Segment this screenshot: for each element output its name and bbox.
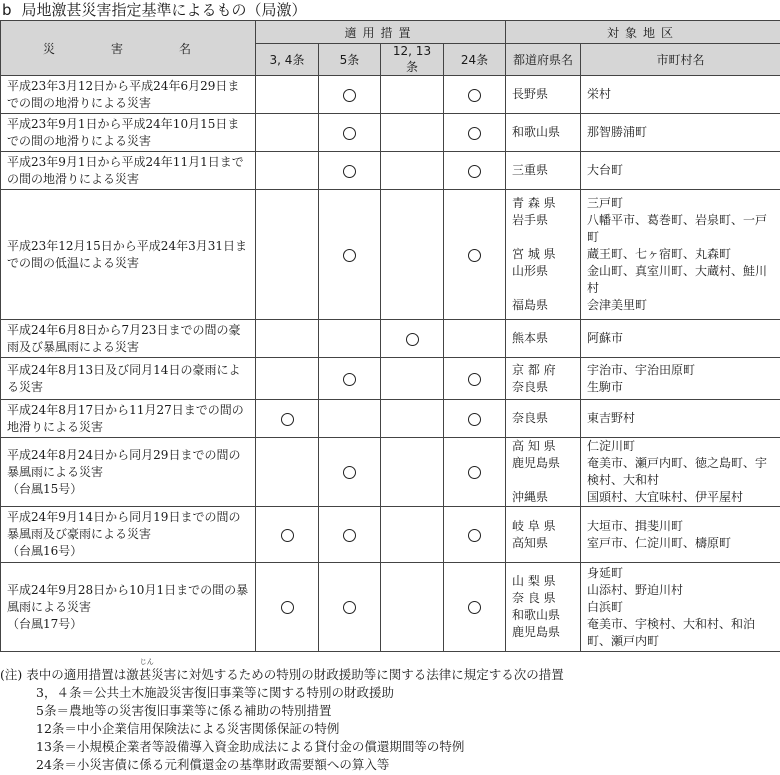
table-row xyxy=(1,320,780,358)
applied-circle-icon xyxy=(343,127,356,140)
municipality-cell: 仁淀川町 奄美市、瀬戸内町、徳之島町、宇検村、大和村 国頭村、大宜味村、伊平屋村 xyxy=(581,438,780,507)
measure-cell xyxy=(256,152,319,190)
applied-circle-icon xyxy=(343,466,356,479)
measure-col-header: 12, 13条 xyxy=(381,44,444,76)
note-items xyxy=(0,684,780,774)
applied-circle-icon xyxy=(468,249,481,262)
measure-cell xyxy=(444,152,506,190)
municipality-cell: 三戸町 八幡平市、葛巻町、岩泉町、一戸町 蔵王町、七ヶ宿町、丸森町 金山町、真室川町、大蔵村、鮭川村 会津美里町 xyxy=(581,190,780,320)
municipality-cell: 阿蘇市 xyxy=(581,320,780,358)
measure-cell xyxy=(381,114,444,152)
disaster-name-cell: 平成23年3月12日から平成24年6月29日までの間の地滑りによる災害 xyxy=(1,76,256,114)
applied-circle-icon xyxy=(468,165,481,178)
prefecture-cell: 和歌山県 xyxy=(506,114,581,152)
measure-cell xyxy=(444,114,506,152)
measure-cell xyxy=(381,76,444,114)
disaster-name-cell: 平成23年9月1日から平成24年11月1日までの間の地滑りによる災害 xyxy=(1,152,256,190)
table-row xyxy=(1,76,780,114)
disaster-name-cell: 平成24年6月8日から7月23日までの間の豪雨及び暴風雨による災害 xyxy=(1,320,256,358)
measure-cell xyxy=(319,114,381,152)
disaster-name-cell: 平成23年9月1日から平成24年10月15日までの間の地滑りによる災害 xyxy=(1,114,256,152)
applied-circle-icon xyxy=(281,529,294,542)
measure-cell xyxy=(381,320,444,358)
table-row xyxy=(1,114,780,152)
measure-cell xyxy=(444,438,506,507)
applied-circle-icon xyxy=(343,165,356,178)
applied-circle-icon xyxy=(468,373,481,386)
applied-circle-icon xyxy=(406,333,419,346)
applied-circle-icon xyxy=(343,249,356,262)
notes xyxy=(0,658,780,774)
note-item: 3，４条＝公共土木施設災害復旧事業等に関する特別の財政援助 xyxy=(36,685,394,700)
regions-header: 対象地区 xyxy=(506,21,780,44)
municipality-cell: 栄村 xyxy=(581,76,780,114)
applied-circle-icon xyxy=(468,529,481,542)
applied-circle-icon xyxy=(281,601,294,614)
prefecture-cell: 奈良県 xyxy=(506,400,581,438)
prefecture-cell: 青 森 県 岩手県 宮 城 県 山形県 福島県 xyxy=(506,190,581,320)
measure-cell xyxy=(319,438,381,507)
measure-cell xyxy=(444,400,506,438)
applied-circle-icon xyxy=(468,127,481,140)
applied-circle-icon xyxy=(281,413,294,426)
note-item: 12条＝中小企業信用保険法による災害関係保証の特例 xyxy=(36,721,340,736)
prefecture-cell: 山 梨 県 奈 良 県 和歌山県 鹿児島県 xyxy=(506,563,581,652)
applied-circle-icon xyxy=(468,466,481,479)
municipality-cell: 東吉野村 xyxy=(581,400,780,438)
section-title-text: 局地激甚災害指定基準によるもの（局激） xyxy=(21,1,307,19)
section-title xyxy=(2,0,307,20)
table-row xyxy=(1,507,780,563)
municipality-cell: 大垣市、揖斐川町 室戸市、仁淀川町、檮原町 xyxy=(581,507,780,563)
measure-cell xyxy=(256,114,319,152)
measure-cell xyxy=(256,507,319,563)
disaster-name-cell: 平成24年9月28日から10月1日までの間の暴風雨による災害 （台風17号） xyxy=(1,563,256,652)
measures-header: 適用措置 xyxy=(256,21,506,44)
measure-col-header: 5条 xyxy=(319,44,381,76)
measure-cell xyxy=(444,507,506,563)
measure-cell xyxy=(319,400,381,438)
note-item: 24条＝小災害債に係る元利償還金の基準財政需要額への算入等 xyxy=(36,757,390,772)
measure-cell xyxy=(444,190,506,320)
measure-cell xyxy=(381,563,444,652)
measure-cell xyxy=(381,152,444,190)
measure-cell xyxy=(319,507,381,563)
measure-cell xyxy=(256,400,319,438)
table-row xyxy=(1,563,780,652)
ruby-char: じん 甚 xyxy=(138,658,154,682)
measure-cell xyxy=(444,563,506,652)
table-row xyxy=(1,190,780,320)
prefecture-cell: 高 知 県 鹿児島県 沖縄県 xyxy=(506,438,581,507)
measure-cell xyxy=(381,507,444,563)
prefecture-col-header: 都道府県名 xyxy=(506,44,581,76)
measure-cell xyxy=(444,76,506,114)
measure-cell xyxy=(319,320,381,358)
measure-col-header: 24条 xyxy=(444,44,506,76)
disaster-table xyxy=(0,20,780,652)
measure-cell xyxy=(319,358,381,400)
disaster-name-header: 災 害 名 xyxy=(1,21,256,76)
measure-cell xyxy=(256,320,319,358)
disaster-name-cell: 平成24年8月17日から11月27日までの間の地滑りによる災害 xyxy=(1,400,256,438)
municipality-cell: 宇治市、宇治田原町 生駒市 xyxy=(581,358,780,400)
municipality-col-header: 市町村名 xyxy=(581,44,780,76)
municipality-cell: 大台町 xyxy=(581,152,780,190)
disaster-name-cell: 平成23年12月15日から平成24年3月31日までの間の低温による災害 xyxy=(1,190,256,320)
measure-cell xyxy=(256,358,319,400)
measure-cell xyxy=(319,563,381,652)
measure-cell xyxy=(319,76,381,114)
note-lead: (注) xyxy=(0,667,23,682)
measure-cell xyxy=(444,358,506,400)
applied-circle-icon xyxy=(468,601,481,614)
measure-cell xyxy=(319,190,381,320)
applied-circle-icon xyxy=(343,529,356,542)
measure-cell xyxy=(444,320,506,358)
prefecture-cell: 岐 阜 県 高知県 xyxy=(506,507,581,563)
table-row xyxy=(1,358,780,400)
table-row xyxy=(1,400,780,438)
measure-cell xyxy=(256,190,319,320)
measure-cell xyxy=(256,563,319,652)
prefecture-cell: 長野県 xyxy=(506,76,581,114)
table-row xyxy=(1,438,780,507)
disaster-name-cell: 平成24年9月14日から同月19日までの間の暴風雨及び豪雨による災害 （台風16号） xyxy=(1,507,256,563)
table-body xyxy=(1,76,780,652)
measure-col-header: 3, 4条 xyxy=(256,44,319,76)
applied-circle-icon xyxy=(343,373,356,386)
measure-cell xyxy=(381,358,444,400)
table-row xyxy=(1,152,780,190)
measure-cell xyxy=(381,190,444,320)
disaster-name-cell: 平成24年8月24日から同月29日までの間の暴風雨による災害 （台風15号） xyxy=(1,438,256,507)
note-item: 5条＝農地等の災害復旧事業等に係る補助の特別措置 xyxy=(36,703,332,718)
applied-circle-icon xyxy=(343,601,356,614)
municipality-cell: 那智勝浦町 xyxy=(581,114,780,152)
disaster-name-cell: 平成24年8月13日及び同月14日の豪雨による災害 xyxy=(1,358,256,400)
measure-cell xyxy=(381,400,444,438)
applied-circle-icon xyxy=(468,89,481,102)
applied-circle-icon xyxy=(468,413,481,426)
measure-cell xyxy=(319,152,381,190)
measure-cell xyxy=(256,438,319,507)
measure-cell xyxy=(381,438,444,507)
note-item: 13条＝小規模企業者等設備導入資金助成法による貸付金の償還期間等の特例 xyxy=(36,739,465,754)
municipality-cell: 身延町 山添村、野迫川村 白浜町 奄美市、宇検村、大和村、和泊町、瀬戸内町 xyxy=(581,563,780,652)
prefecture-cell: 三重県 xyxy=(506,152,581,190)
prefecture-cell: 京 都 府 奈良県 xyxy=(506,358,581,400)
applied-circle-icon xyxy=(343,89,356,102)
section-letter: b xyxy=(2,1,12,19)
measure-cell xyxy=(256,76,319,114)
prefecture-cell: 熊本県 xyxy=(506,320,581,358)
note-intro: (注) 表中の適用措置は激 じん 甚災害に対処するための特別の財政援助等に関する法律に規定する次の措置 xyxy=(0,658,564,682)
